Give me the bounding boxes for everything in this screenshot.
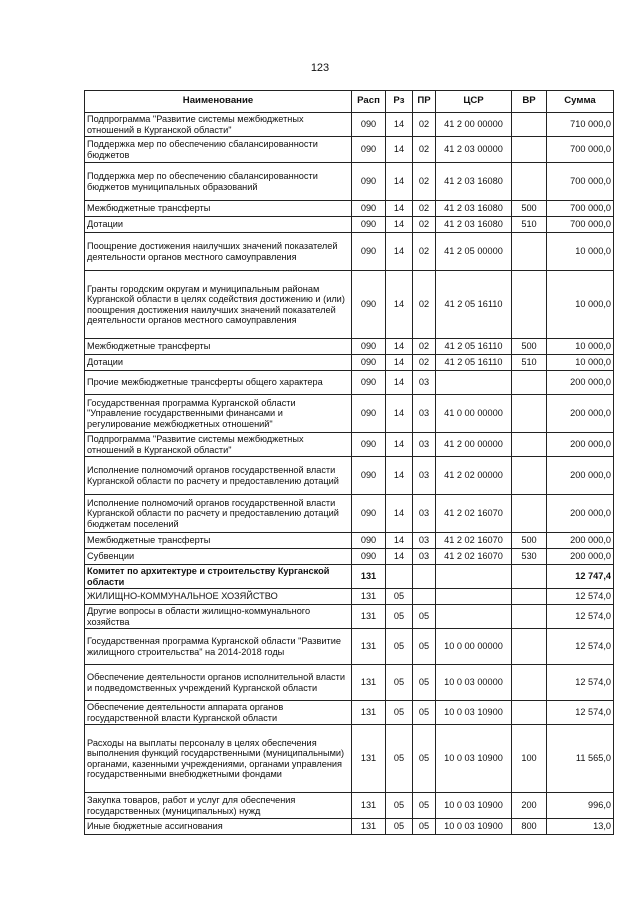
row-pr-cell: 03 (413, 533, 436, 549)
row-vr-cell: 510 (512, 355, 547, 371)
row-pr-cell: 02 (413, 163, 436, 201)
row-rz-cell: 14 (386, 433, 413, 457)
row-vr-cell (512, 605, 547, 629)
table-row (85, 137, 614, 163)
row-rasp-cell: 090 (352, 137, 386, 163)
row-rz-cell: 14 (386, 201, 413, 217)
row-rz-cell: 14 (386, 339, 413, 355)
table-row (85, 701, 614, 725)
row-sum-cell: 10 000,0 (547, 355, 614, 371)
row-vr-cell (512, 271, 547, 339)
row-rz-cell: 14 (386, 395, 413, 433)
row-sum-cell: 10 000,0 (547, 233, 614, 271)
row-vr-cell (512, 137, 547, 163)
row-rz-cell: 05 (386, 629, 413, 665)
row-vr-cell (512, 113, 547, 137)
row-name-cell: Исполнение полномочий органов государственной власти Курганской области по расчету и предоставлению дотаций (85, 457, 352, 495)
row-rasp-cell: 090 (352, 355, 386, 371)
row-rasp-cell: 090 (352, 533, 386, 549)
row-rasp-cell: 131 (352, 565, 386, 589)
row-csr-cell (436, 565, 512, 589)
row-vr-cell (512, 233, 547, 271)
header-rasp: Расп (352, 91, 386, 113)
table-row (85, 433, 614, 457)
row-pr-cell: 03 (413, 395, 436, 433)
row-rz-cell: 14 (386, 355, 413, 371)
row-pr-cell: 05 (413, 701, 436, 725)
row-rasp-cell: 131 (352, 819, 386, 835)
row-rasp-cell: 131 (352, 725, 386, 793)
row-sum-cell: 700 000,0 (547, 163, 614, 201)
row-rasp-cell: 090 (352, 457, 386, 495)
row-sum-cell: 12 574,0 (547, 629, 614, 665)
row-vr-cell: 100 (512, 725, 547, 793)
row-pr-cell: 05 (413, 725, 436, 793)
row-vr-cell (512, 629, 547, 665)
row-csr-cell: 41 2 03 16080 (436, 163, 512, 201)
row-sum-cell: 200 000,0 (547, 533, 614, 549)
row-rasp-cell: 090 (352, 201, 386, 217)
row-rasp-cell: 090 (352, 113, 386, 137)
table-row (85, 233, 614, 271)
row-vr-cell (512, 495, 547, 533)
row-name-cell: Дотации (85, 217, 352, 233)
row-name-cell: Обеспечение деятельности аппарата органов государственной власти Курганской области (85, 701, 352, 725)
row-name-cell: Межбюджетные трансферты (85, 339, 352, 355)
row-name-cell: Субвенции (85, 549, 352, 565)
row-rz-cell: 14 (386, 371, 413, 395)
row-pr-cell: 05 (413, 793, 436, 819)
row-rasp-cell: 090 (352, 433, 386, 457)
row-rasp-cell: 131 (352, 665, 386, 701)
table-row (85, 271, 614, 339)
row-vr-cell (512, 701, 547, 725)
row-rasp-cell: 131 (352, 589, 386, 605)
table-row (85, 665, 614, 701)
row-vr-cell: 200 (512, 793, 547, 819)
row-pr-cell: 02 (413, 339, 436, 355)
table-row (85, 549, 614, 565)
header-name: Наименование (85, 91, 352, 113)
row-csr-cell: 41 2 03 16080 (436, 217, 512, 233)
header-pr: ПР (413, 91, 436, 113)
row-sum-cell: 10 000,0 (547, 271, 614, 339)
table-row (85, 533, 614, 549)
row-rasp-cell: 090 (352, 495, 386, 533)
row-name-cell: Дотации (85, 355, 352, 371)
row-vr-cell: 500 (512, 339, 547, 355)
table-row (85, 339, 614, 355)
table-row (85, 495, 614, 533)
table-row (85, 457, 614, 495)
row-name-cell: ЖИЛИЩНО-КОММУНАЛЬНОЕ ХОЗЯЙСТВО (85, 589, 352, 605)
row-rasp-cell: 090 (352, 233, 386, 271)
row-rasp-cell: 131 (352, 701, 386, 725)
row-name-cell: Межбюджетные трансферты (85, 201, 352, 217)
row-rz-cell: 14 (386, 549, 413, 565)
row-csr-cell: 41 2 00 00000 (436, 433, 512, 457)
table-row (85, 395, 614, 433)
row-sum-cell: 200 000,0 (547, 433, 614, 457)
row-name-cell: Подпрограмма "Развитие системы межбюджетных отношений в Курганской области" (85, 113, 352, 137)
row-sum-cell: 200 000,0 (547, 395, 614, 433)
row-name-cell: Межбюджетные трансферты (85, 533, 352, 549)
row-pr-cell: 05 (413, 629, 436, 665)
table-row (85, 589, 614, 605)
row-name-cell: Прочие межбюджетные трансферты общего характера (85, 371, 352, 395)
row-vr-cell (512, 395, 547, 433)
row-pr-cell: 02 (413, 233, 436, 271)
table-row (85, 371, 614, 395)
row-vr-cell: 500 (512, 201, 547, 217)
row-sum-cell: 200 000,0 (547, 495, 614, 533)
row-rz-cell: 14 (386, 217, 413, 233)
row-vr-cell (512, 433, 547, 457)
row-sum-cell: 12 574,0 (547, 701, 614, 725)
row-csr-cell: 41 2 05 00000 (436, 233, 512, 271)
row-csr-cell (436, 371, 512, 395)
row-rz-cell: 05 (386, 793, 413, 819)
row-pr-cell: 05 (413, 819, 436, 835)
row-name-cell: Подпрограмма "Развитие системы межбюджетных отношений в Курганской области" (85, 433, 352, 457)
row-csr-cell (436, 605, 512, 629)
table-row (85, 113, 614, 137)
row-csr-cell: 41 2 03 00000 (436, 137, 512, 163)
row-rasp-cell: 131 (352, 793, 386, 819)
row-sum-cell: 12 747,4 (547, 565, 614, 589)
row-rz-cell: 14 (386, 271, 413, 339)
row-rz-cell: 05 (386, 605, 413, 629)
table-row (85, 355, 614, 371)
row-rz-cell: 05 (386, 665, 413, 701)
table-row (85, 819, 614, 835)
row-rz-cell: 14 (386, 137, 413, 163)
table-header-row (85, 91, 614, 113)
row-csr-cell: 41 2 05 16110 (436, 339, 512, 355)
table-row (85, 565, 614, 589)
row-rasp-cell: 090 (352, 395, 386, 433)
row-name-cell: Поощрение достижения наилучших значений показателей деятельности органов местного самоуправления (85, 233, 352, 271)
row-name-cell: Государственная программа Курганской области "Развитие жилищного строительства" на 2014-2018 годы (85, 629, 352, 665)
row-vr-cell: 530 (512, 549, 547, 565)
row-pr-cell: 03 (413, 549, 436, 565)
row-rz-cell: 14 (386, 495, 413, 533)
row-csr-cell (436, 589, 512, 605)
row-pr-cell: 05 (413, 665, 436, 701)
row-sum-cell: 700 000,0 (547, 201, 614, 217)
row-csr-cell: 10 0 03 10900 (436, 701, 512, 725)
row-csr-cell: 10 0 00 00000 (436, 629, 512, 665)
row-sum-cell: 10 000,0 (547, 339, 614, 355)
row-rz-cell: 14 (386, 533, 413, 549)
row-rasp-cell: 131 (352, 605, 386, 629)
row-pr-cell (413, 589, 436, 605)
row-vr-cell: 510 (512, 217, 547, 233)
row-sum-cell: 12 574,0 (547, 605, 614, 629)
table-row (85, 793, 614, 819)
row-sum-cell: 200 000,0 (547, 457, 614, 495)
row-name-cell: Гранты городским округам и муниципальным районам Курганской области в целях содействия достижению и (или) поощрения достижения наилучших значений показателей деятельности органов местного самоуправления (85, 271, 352, 339)
table-row (85, 217, 614, 233)
row-csr-cell: 10 0 03 10900 (436, 793, 512, 819)
row-rz-cell: 05 (386, 819, 413, 835)
header-sum: Сумма (547, 91, 614, 113)
row-pr-cell: 03 (413, 495, 436, 533)
row-rasp-cell: 090 (352, 339, 386, 355)
row-vr-cell (512, 457, 547, 495)
row-csr-cell: 41 0 00 00000 (436, 395, 512, 433)
row-pr-cell: 02 (413, 271, 436, 339)
row-csr-cell: 41 2 02 16070 (436, 549, 512, 565)
row-sum-cell: 200 000,0 (547, 549, 614, 565)
table-row (85, 201, 614, 217)
row-name-cell: Поддержка мер по обеспечению сбалансированности бюджетов муниципальных образований (85, 163, 352, 201)
row-vr-cell (512, 163, 547, 201)
row-vr-cell (512, 589, 547, 605)
row-name-cell: Иные бюджетные ассигнования (85, 819, 352, 835)
row-vr-cell (512, 565, 547, 589)
row-rasp-cell: 090 (352, 271, 386, 339)
row-rasp-cell: 090 (352, 163, 386, 201)
table-row (85, 605, 614, 629)
row-sum-cell: 700 000,0 (547, 217, 614, 233)
row-csr-cell: 41 2 02 00000 (436, 457, 512, 495)
row-rz-cell (386, 565, 413, 589)
row-csr-cell: 41 2 02 16070 (436, 495, 512, 533)
header-csr: ЦСР (436, 91, 512, 113)
table-row (85, 629, 614, 665)
row-name-cell: Закупка товаров, работ и услуг для обеспечения государственных (муниципальных) нужд (85, 793, 352, 819)
row-sum-cell: 710 000,0 (547, 113, 614, 137)
row-rz-cell: 05 (386, 701, 413, 725)
row-rz-cell: 14 (386, 457, 413, 495)
row-sum-cell: 11 565,0 (547, 725, 614, 793)
row-csr-cell: 41 2 05 16110 (436, 271, 512, 339)
page-number: 123 (310, 62, 330, 74)
row-name-cell: Расходы на выплаты персоналу в целях обеспечения выполнения функций государственными (муниципальными) органами, казенными учреждениями, органами управления государственными внебюджетными фондами (85, 725, 352, 793)
row-csr-cell: 41 2 00 00000 (436, 113, 512, 137)
row-sum-cell: 700 000,0 (547, 137, 614, 163)
row-sum-cell: 12 574,0 (547, 665, 614, 701)
row-csr-cell: 41 2 03 16080 (436, 201, 512, 217)
row-pr-cell: 03 (413, 433, 436, 457)
row-pr-cell: 02 (413, 137, 436, 163)
row-vr-cell (512, 371, 547, 395)
row-pr-cell: 03 (413, 371, 436, 395)
row-rz-cell: 14 (386, 233, 413, 271)
table-body (85, 113, 614, 835)
table-row (85, 163, 614, 201)
table-row (85, 725, 614, 793)
row-name-cell: Обеспечение деятельности органов исполнительной власти и подведомственных учреждений Курганской области (85, 665, 352, 701)
row-rz-cell: 05 (386, 725, 413, 793)
row-pr-cell: 02 (413, 201, 436, 217)
row-sum-cell: 200 000,0 (547, 371, 614, 395)
row-sum-cell: 13,0 (547, 819, 614, 835)
row-pr-cell: 02 (413, 217, 436, 233)
row-name-cell: Поддержка мер по обеспечению сбалансированности бюджетов (85, 137, 352, 163)
row-vr-cell: 800 (512, 819, 547, 835)
row-rz-cell: 14 (386, 163, 413, 201)
row-name-cell: Государственная программа Курганской области "Управление государственными финансами и регулирование межбюджетных отношений" (85, 395, 352, 433)
row-csr-cell: 10 0 03 00000 (436, 665, 512, 701)
row-pr-cell: 03 (413, 457, 436, 495)
row-name-cell: Другие вопросы в области жилищно-коммунального хозяйства (85, 605, 352, 629)
budget-table (84, 90, 614, 835)
row-rasp-cell: 090 (352, 371, 386, 395)
row-rasp-cell: 090 (352, 549, 386, 565)
row-csr-cell: 41 2 02 16070 (436, 533, 512, 549)
row-csr-cell: 41 2 05 16110 (436, 355, 512, 371)
row-pr-cell (413, 565, 436, 589)
row-sum-cell: 12 574,0 (547, 589, 614, 605)
header-vr: ВР (512, 91, 547, 113)
row-vr-cell (512, 665, 547, 701)
row-vr-cell: 500 (512, 533, 547, 549)
row-name-cell: Комитет по архитектуре и строительству Курганской области (85, 565, 352, 589)
row-csr-cell: 10 0 03 10900 (436, 819, 512, 835)
row-name-cell: Исполнение полномочий органов государственной власти Курганской области по расчету и предоставлению дотаций бюджетам поселений (85, 495, 352, 533)
row-rz-cell: 14 (386, 113, 413, 137)
row-csr-cell: 10 0 03 10900 (436, 725, 512, 793)
row-rasp-cell: 131 (352, 629, 386, 665)
row-pr-cell: 02 (413, 113, 436, 137)
row-rasp-cell: 090 (352, 217, 386, 233)
row-rz-cell: 05 (386, 589, 413, 605)
row-sum-cell: 996,0 (547, 793, 614, 819)
row-pr-cell: 05 (413, 605, 436, 629)
row-pr-cell: 02 (413, 355, 436, 371)
header-rz: Рз (386, 91, 413, 113)
